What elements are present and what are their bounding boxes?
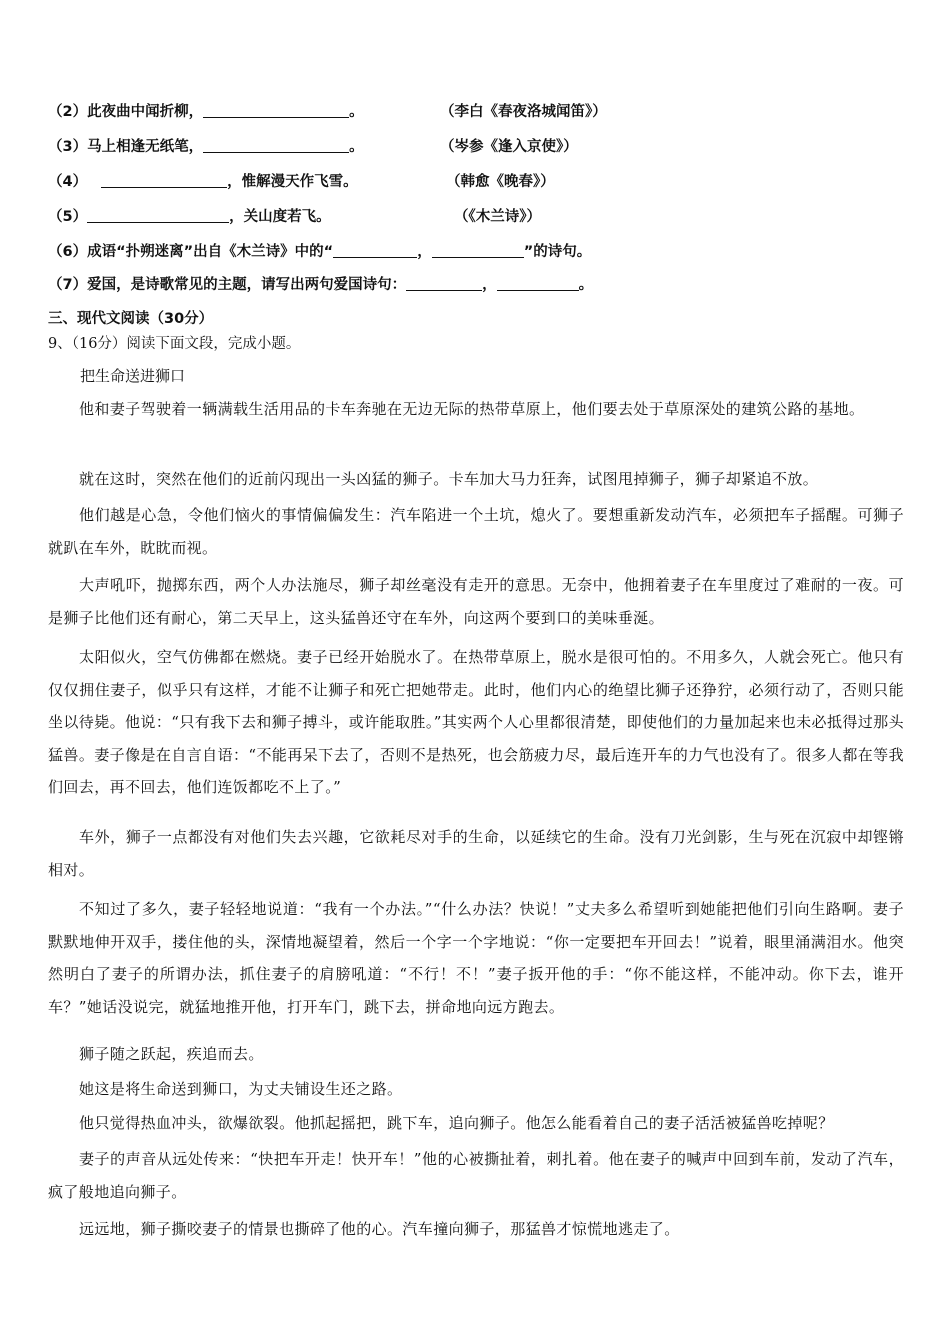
poem-5-label: （5） [48, 209, 88, 225]
q6-prefix: （6）成语“扑朔迷离”出自《木兰诗》中的“ [48, 244, 334, 260]
poem-4-source: （韩愈《晚春》） [446, 174, 555, 190]
paragraph-2: 就在这时，突然在他们的近前闪现出一头凶猛的狮子。卡车加大马力狂奔，试图甩掉狮子，狮子却紧追不放。 [79, 470, 819, 488]
answer-blank[interactable] [203, 137, 349, 153]
question-9: 9、（16分）阅读下面文段，完成小题。 [48, 336, 301, 352]
q6-suffix: ”的诗句。 [523, 244, 592, 260]
paragraph-6: 车外，狮子一点都没有对他们失去兴趣，它欲耗尽对手的生命，以延续它的生命。没有刀光剑影，生与死在沉寂中却铿锵相对。 [48, 828, 904, 879]
paragraph-10: 他只觉得热血冲头，欲爆欲裂。他抓起摇把，跳下车，追向狮子。他怎么能看着自己的妻子活活被猛兽吃掉呢？ [79, 1114, 834, 1132]
question-6 [48, 242, 591, 262]
poem-2-label: （2）此夜曲中闻折柳， [48, 104, 204, 120]
answer-blank[interactable] [87, 207, 229, 223]
poem-5-source: （《木兰诗》） [454, 209, 541, 225]
paragraph-4: 大声吼吓，抛掷东西，两个人办法施尽，狮子却丝毫没有走开的意思。无奈中，他拥着妻子在车里度过了难耐的一夜。可是狮子比他们还有耐心，第二天早上，这头猛兽还守在车外，向这两个要到口的美味垂涎。 [48, 576, 904, 627]
poem-line-3 [48, 137, 578, 157]
answer-blank[interactable] [406, 275, 482, 291]
poem-line-5 [48, 207, 541, 227]
poem-4-label: （4） [48, 174, 88, 190]
q7-prefix: （7）爱国，是诗歌常见的主题，请写出两句爱国诗句： [48, 277, 407, 293]
poem-2-end: 。 [349, 104, 364, 120]
poem-line-4 [48, 172, 555, 192]
poem-3-source: （岑参《逢入京使》） [440, 139, 578, 155]
answer-blank[interactable] [203, 102, 349, 118]
q7-suffix: 。 [578, 277, 594, 293]
paragraph-8: 狮子随之跃起，疾追而去。 [79, 1045, 264, 1063]
paragraph-12: 远远地，狮子撕咬妻子的情景也撕碎了他的心。汽车撞向狮子，那猛兽才惊慌地逃走了。 [79, 1220, 680, 1238]
paragraph-11: 妻子的声音从远处传来：“快把车开走！快开车！”他的心被撕扯着，刺扎着。他在妻子的喊声中回到车前，发动了汽车，疯了般地追向狮子。 [48, 1150, 904, 1201]
paragraph-3: 他们越是心急，令他们恼火的事情偏偏发生：汽车陷进一个土坑，熄火了。要想重新发动汽车，必须把车子摇醒。可狮子就趴在车外，眈眈而视。 [48, 506, 904, 557]
article-title: 把生命送进狮口 [80, 367, 186, 385]
poem-4-end: ，惟解漫天作飞雪。 [227, 174, 358, 190]
answer-blank[interactable] [497, 275, 579, 291]
poem-line-2 [48, 102, 607, 122]
answer-blank[interactable] [432, 242, 524, 258]
section-title: 三、现代文阅读（30分） [48, 311, 214, 327]
poem-3-end: 。 [349, 139, 364, 155]
paragraph-7: 不知过了多久，妻子轻轻地说道：“我有一个办法。”“什么办法？快说！”丈夫多么希望听到她能把他们引向生路啊。妻子默默地伸开双手，搂住他的头，深情地凝望着，然后一个字一个字地说：“你一定要把车开回去！”说着，眼里涌满泪水。他突然明白了妻子的所谓办法，抓住妻子的肩膀吼道：“不行！不！”妻子扳开他的手：“你不能这样，不能冲动。你下去，谁开车？”她话没说完，就猛地推开他，打开车门，跳下去，拼命地向远方跑去。 [48, 900, 904, 1016]
poem-2-source: （李白《春夜洛城闻笛》） [440, 104, 607, 120]
answer-blank[interactable] [333, 242, 417, 258]
question-7 [48, 275, 593, 295]
q6-separator: ， [417, 244, 432, 260]
answer-blank[interactable] [101, 172, 227, 188]
paragraph-1: 他和妻子驾驶着一辆满载生活用品的卡车奔驰在无边无际的热带草原上，他们要去处于草原深处的建筑公路的基地。 [79, 400, 865, 418]
q7-separator: ， [482, 277, 497, 293]
paragraph-5: 太阳似火，空气仿佛都在燃烧。妻子已经开始脱水了。在热带草原上，脱水是很可怕的。不用多久，人就会死亡。他只有仅仅拥住妻子，似乎只有这样，才能不让狮子和死亡把她带走。此时，他们内心的绝望比狮子还狰狞，必须行动了，否则只能坐以待毙。他说：“只有我下去和狮子搏斗，或许能取胜。”其实两个人心里都很清楚，即使他们的力量加起来也未必抵得过那头猛兽。妻子像是在自言自语：“不能再呆下去了，否则不是热死，也会筋疲力尽，最后连开车的力气也没有了。很多人都在等我们回去，再不回去，他们连饭都吃不上了。” [48, 648, 904, 796]
poem-5-end: ，关山度若飞。 [229, 209, 331, 225]
poem-3-label: （3）马上相逢无纸笔， [48, 139, 204, 155]
paragraph-9: 她这是将生命送到狮口，为丈夫铺设生还之路。 [79, 1080, 403, 1098]
